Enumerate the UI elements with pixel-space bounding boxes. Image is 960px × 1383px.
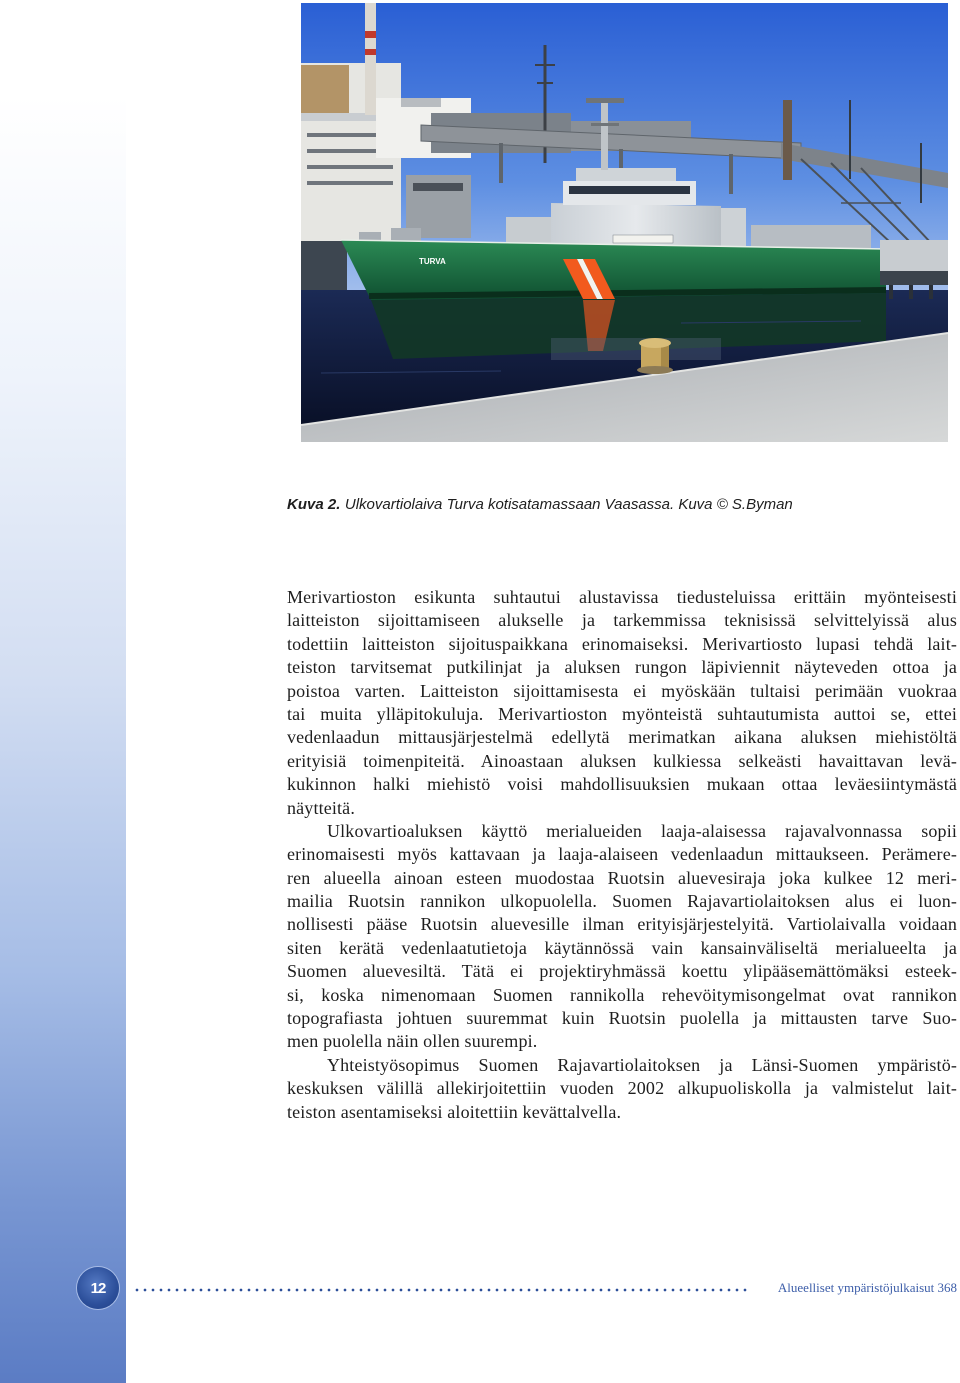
- text-line: topografiasta johtuen suuremmat kuin Ruotsin puolella ja mittausten tarve Suo-: [287, 1008, 957, 1029]
- chimney: [365, 3, 376, 115]
- caption-text: Ulkovartiolaiva Turva kotisatamassaan Vaasassa. Kuva © S.Byman: [344, 496, 793, 513]
- text-line: si, koska nimenomaan Suomen rannikolla rehevöitymisongelmat ovat rannikon: [287, 984, 957, 1005]
- radar-antenna: [586, 98, 624, 103]
- building-roof: [301, 65, 349, 113]
- text-line: todettiin laitteiston sijoituspaikkana erinomaiseksi. Merivartiosto lupasi tehdä lait-: [287, 633, 957, 654]
- bridge-windows: [569, 186, 690, 194]
- aft-crane: [721, 208, 746, 250]
- text-line: nollisesti pääse Ruotsin aluevesille ilman erityisjärjestelyitä. Vartiolaivalla voidaan: [287, 914, 957, 935]
- paragraph-1: [287, 586, 957, 820]
- ship-sign-board: [613, 235, 673, 243]
- caption-label: Kuva 2.: [287, 496, 341, 513]
- text-line: keskuksen välillä allekirjoitettiin vuoden 2002 alkupuoliskolla ja valmistelut lait-: [287, 1078, 957, 1099]
- text-line: Yhteistyösopimus Suomen Rajavartiolaitoksen ja Länsi-Suomen ympäristö-: [327, 1054, 957, 1075]
- smokestack: [783, 100, 792, 180]
- bollard: [637, 338, 673, 374]
- ship-name-text: TURVA: [419, 257, 446, 266]
- text-line: poistoa varten. Laitteiston sijoittamisesta ei myöskään tultaisi perimään vuokraa: [287, 680, 957, 701]
- figure-caption: [287, 495, 793, 515]
- text-line: tai muita ylläpitokuluja. Merivartioston myönteistä suhtautumista auttoi se, ettei: [287, 703, 957, 724]
- radar-mast: [601, 98, 608, 170]
- footer-dotted-rule: [133, 1288, 751, 1292]
- ship-photo: [301, 3, 948, 442]
- text-line: kukinnon halki miehistö voisi mahdollisuuksien mukaan ottaa leväesiintymästä: [287, 774, 957, 795]
- text-line: men puolella näin ollen suurempi.: [287, 1031, 538, 1052]
- page-number: 12: [90, 1279, 106, 1297]
- text-line: näytteitä.: [287, 797, 355, 818]
- text-line: vedenlaadun mittausjärjestelmä edellytä merimatkan aikana aluksen miehistöltä: [287, 727, 957, 748]
- text-line: teiston asentamiseksi aloitettiin kevättalvella.: [287, 1101, 622, 1122]
- publication-series: Alueelliset ympäristöjulkaisut 368: [777, 1280, 957, 1295]
- text-line: teiston tarvitsemat putkilinjat ja aluksen rungon läpiviennit näyteveden ottoa ja: [287, 657, 957, 678]
- text-line: siten kerätä vedenlaatutietoja käytännössä vain kansainväliseltä merialueelta ja: [287, 937, 957, 958]
- text-line: mailia Ruotsin rannikon ulkopuolella. Suomen Rajavartiolaitoksen alus ei luon-: [287, 891, 957, 912]
- text-line: ren alueella ainoan esteen muodostaa Ruotsin aluevesiraja joka kulkee 12 meri-: [287, 867, 957, 888]
- text-line: Suomen aluevesiltä. Tätä ei projektiryhmässä koettu ylipääsemättömäksi esteek-: [287, 961, 957, 982]
- body-text: [287, 586, 957, 1124]
- page-number-badge: [77, 1267, 119, 1309]
- text-line: erityisiä toimenpiteitä. Ainoastaan aluksen kulkiessa selkeästi havaittavan levä-: [287, 750, 957, 771]
- paragraph-3: [287, 1054, 957, 1124]
- text-line: Merivartioston esikunta suhtautui alustavissa tiedusteluissa erittäin myönteisesti: [287, 587, 957, 607]
- text-line: Ulkovartioaluksen käyttö merialueiden laaja-alaisessa rajavalvonnassa sopii: [327, 820, 957, 841]
- paragraph-2: [287, 820, 957, 1054]
- text-line: laitteiston sijoittamiseen alukselle ja tarkemmissa teknisissä selvittelyissä alus: [287, 610, 957, 631]
- text-line: erinomaisesti myös kattavaan ja laaja-alaiseen vedenlaadun mittaukseen. Perämere-: [287, 844, 957, 865]
- side-gradient-bar: [0, 95, 126, 1383]
